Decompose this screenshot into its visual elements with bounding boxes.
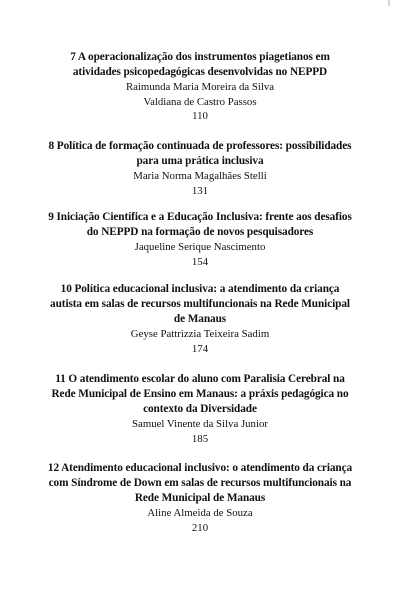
toc-entry-page-number: 174 bbox=[191, 342, 209, 355]
toc-entry-title bbox=[40, 282, 360, 327]
toc-entry-title-line: 9 Iniciação Científica e a Educação Inclusiva: frente aos desafios bbox=[48, 211, 352, 223]
toc-entry-title bbox=[40, 210, 360, 240]
page-corner-mark bbox=[388, 0, 390, 6]
toc-entry-title bbox=[40, 372, 360, 417]
toc-entry-title-line: 11 O atendimento escolar do aluno com Paralisia Cerebral na bbox=[55, 373, 345, 385]
toc-entry-title-line: atividades psicopedagógicas desenvolvidas no NEPPD bbox=[72, 66, 328, 78]
toc-entry-title-line: do NEPPD na formação de novos pesquisadores bbox=[86, 226, 314, 238]
toc-entry-title-line: autista em salas de recursos multifuncionais na Rede Municipal bbox=[50, 298, 350, 310]
toc-entry-title-line: Rede Municipal de Ensino em Manaus: a práxis pedagógica no bbox=[51, 388, 349, 400]
toc-entry-author: Aline Almeida de Souza bbox=[147, 507, 253, 519]
toc-entry-title-line: 10 Política educacional inclusiva: a atendimento da criança bbox=[60, 283, 340, 295]
toc-entry-title-line: 7 A operacionalização dos instrumentos piagetianos em bbox=[70, 51, 330, 63]
toc-entry-title-line: 8 Política de formação continuada de professores: possibilidades bbox=[48, 140, 352, 152]
toc-entry-page-number: 210 bbox=[191, 521, 209, 534]
toc-entry-author: Maria Norma Magalhães Stelli bbox=[133, 170, 267, 182]
toc-entry-title-line: 12 Atendimento educacional inclusivo: o atendimento da criança bbox=[47, 462, 353, 474]
toc-entry-author: Raimunda Maria Moreira da Silva bbox=[125, 81, 275, 93]
toc-entry-title-line: Rede Municipal de Manaus bbox=[134, 492, 266, 504]
toc-entry-title-line: para uma prática inclusiva bbox=[136, 155, 264, 167]
toc-entry-author: Samuel Vinente da Silva Junior bbox=[132, 418, 268, 430]
toc-entry-title bbox=[40, 50, 360, 80]
toc-entry-title-line: com Síndrome de Down em salas de recursos multifuncionais na bbox=[48, 477, 352, 489]
toc-entry-page-number: 154 bbox=[191, 255, 209, 268]
toc-entry-9 bbox=[40, 210, 360, 269]
toc-entry-title-line: de Manaus bbox=[173, 313, 227, 325]
toc-entry-page-number: 131 bbox=[191, 184, 209, 197]
toc-entry-page-number: 185 bbox=[191, 432, 209, 445]
toc-entry-title-line: contexto da Diversidade bbox=[143, 403, 257, 415]
toc-entry-11 bbox=[40, 372, 360, 446]
toc-entry-8 bbox=[40, 139, 360, 198]
toc-entry-title bbox=[40, 461, 360, 506]
toc-entry-author: Geyse Pattrizzia Teixeira Sadim bbox=[130, 328, 270, 340]
toc-entry-7 bbox=[40, 50, 360, 124]
toc-entry-page-number: 110 bbox=[192, 110, 208, 122]
toc-entry-author: Valdiana de Castro Passos bbox=[143, 95, 257, 108]
toc-entry-12 bbox=[40, 461, 360, 535]
toc-entry-title bbox=[40, 139, 360, 169]
toc-entry-author: Jaqueline Serique Nascimento bbox=[134, 241, 266, 253]
toc-entry-10 bbox=[40, 282, 360, 356]
